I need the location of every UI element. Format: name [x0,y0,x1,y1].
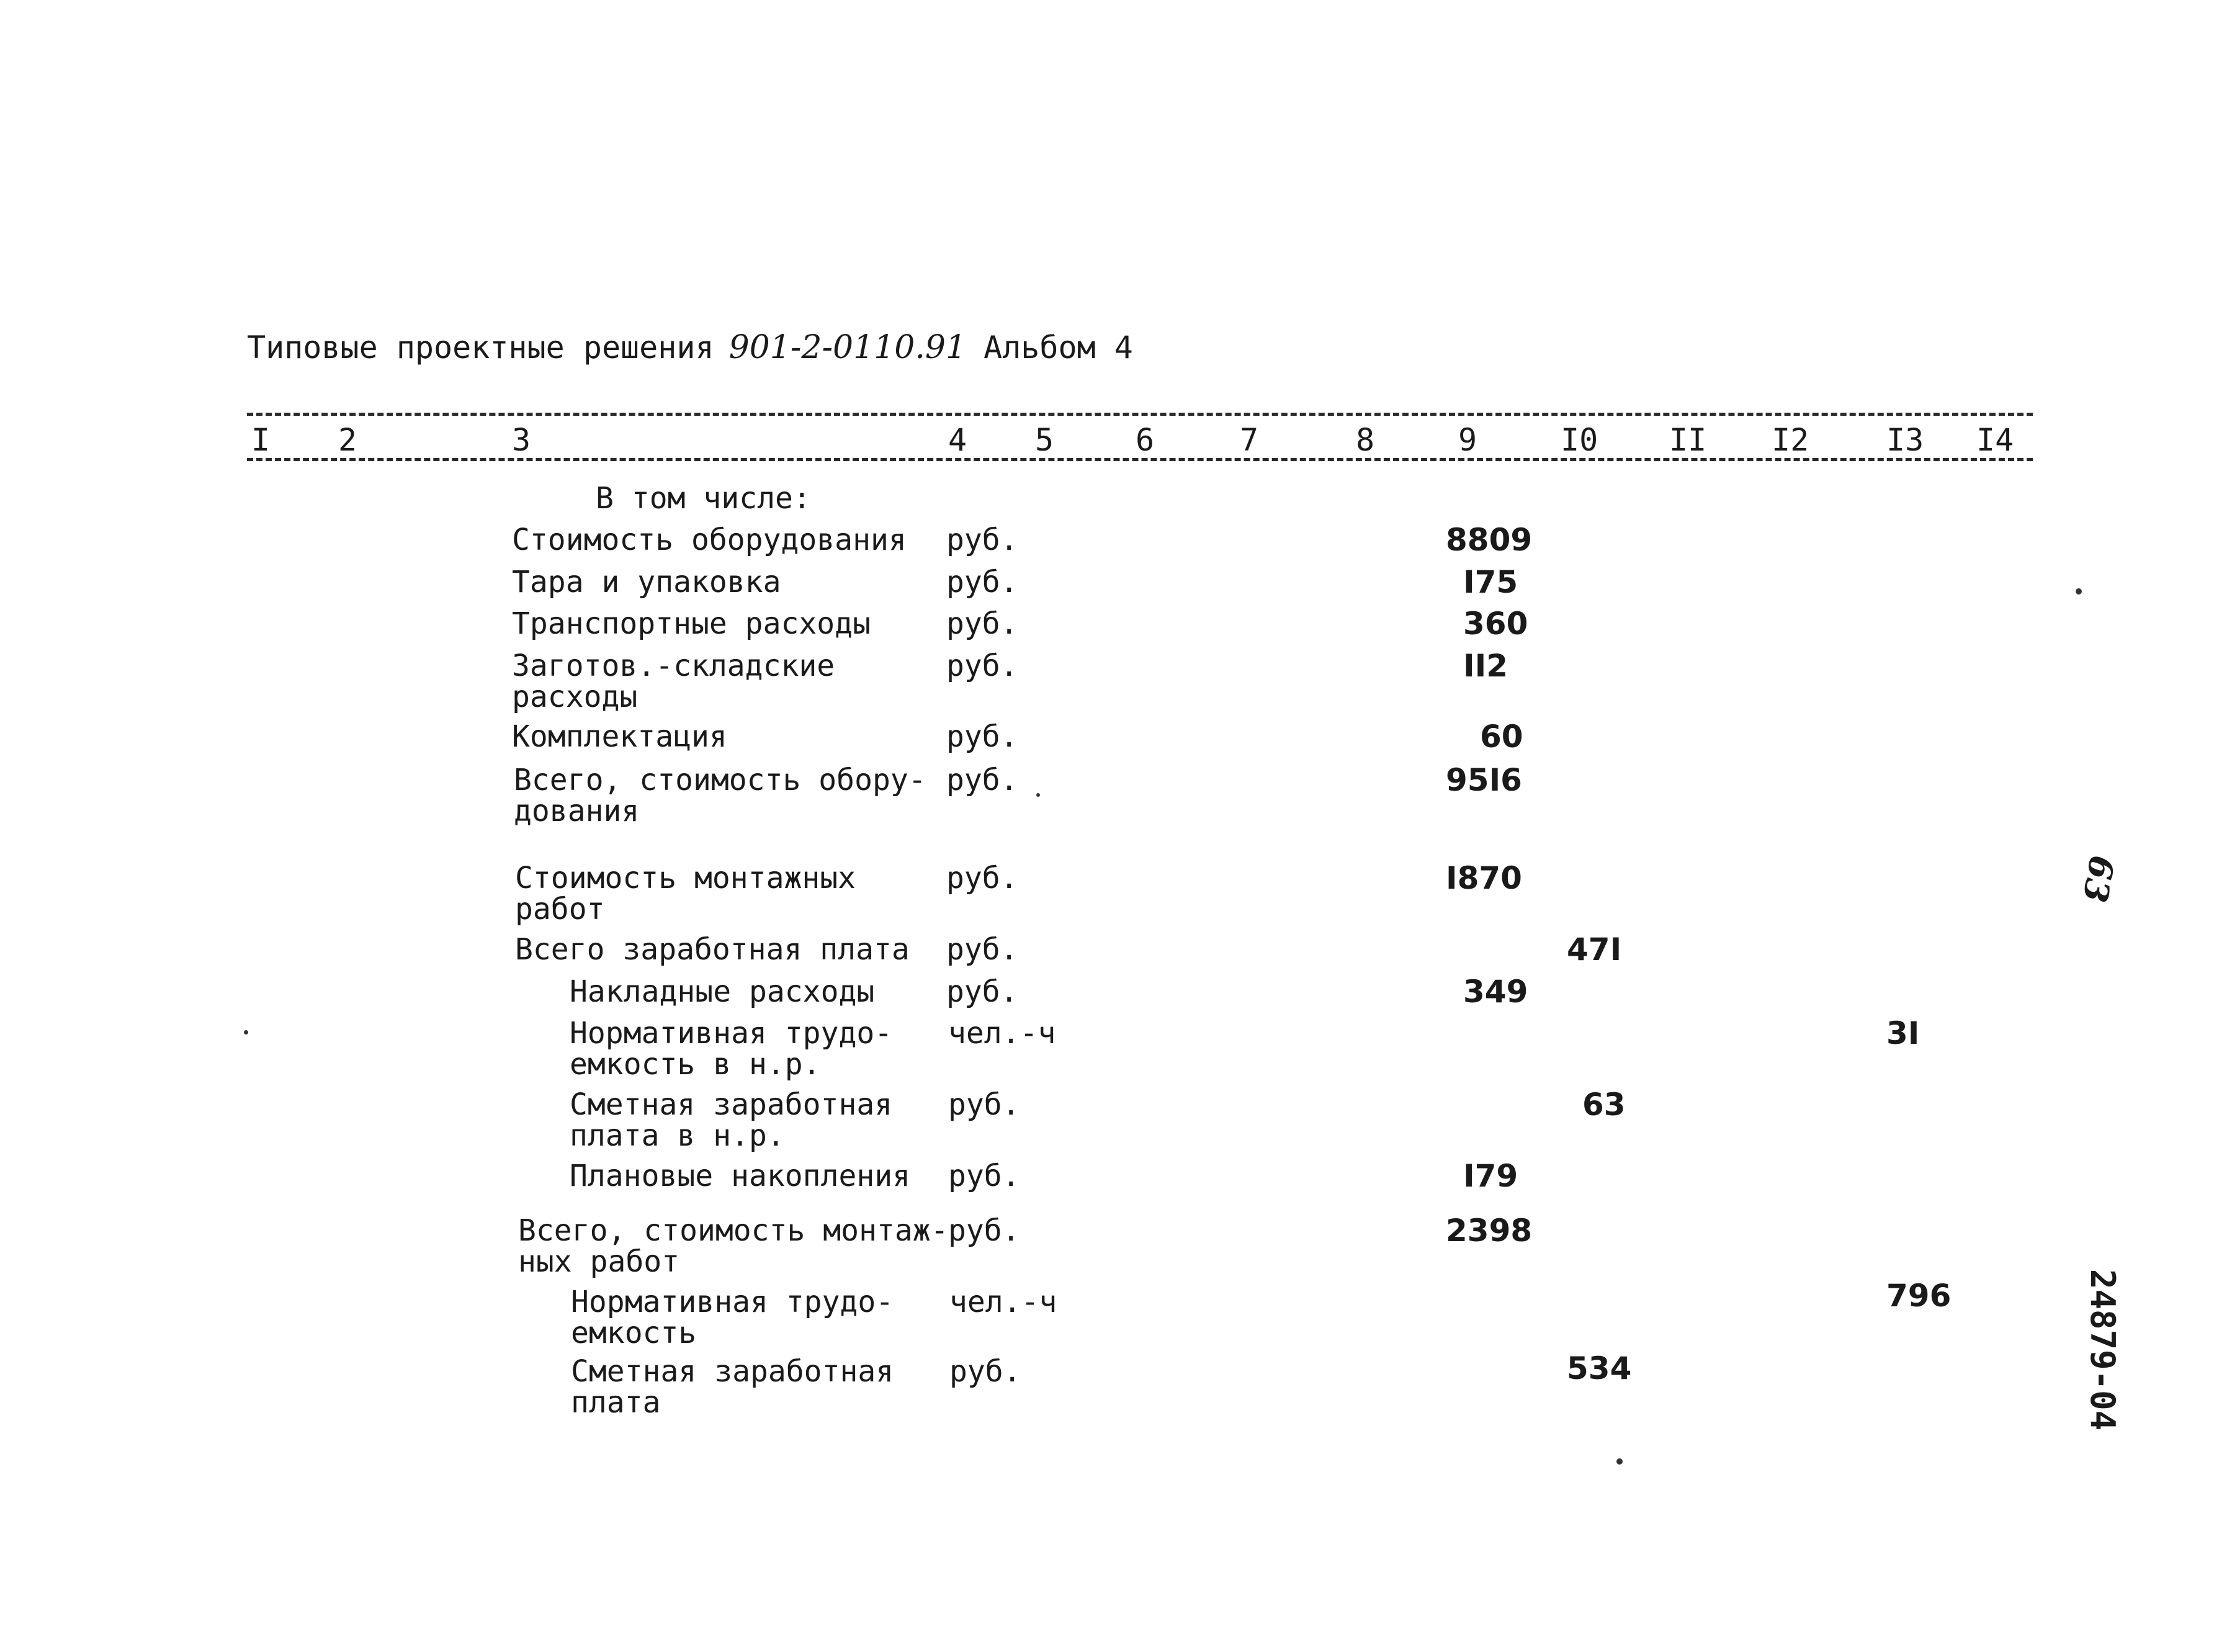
row-label: Накладные расходы [570,974,875,1009]
row-label: Нормативная трудо- емкость [571,1285,894,1350]
row-value-col9: 8809 [1446,522,1533,558]
row-label: Заготов.-складские расходы [512,649,835,714]
row-label: Всего, стоимость обору- дования [514,763,926,828]
row-unit: руб. [946,649,1018,683]
row-unit: руб. [946,606,1018,641]
column-number: I4 [1976,422,2014,458]
column-number: 8 [1356,422,1375,458]
scan-speck [244,1030,248,1035]
column-number: 2 [338,422,357,458]
row-value-col10: 534 [1567,1350,1632,1386]
row-value-col9: I870 [1446,860,1522,896]
row-label: Плановые накопления [570,1159,911,1193]
row-value-col9: 2398 [1446,1213,1533,1249]
side-page-mark: 63 [2074,852,2122,906]
row-label: Всего заработная плата [515,932,910,967]
row-value-col9: 95I6 [1446,762,1522,798]
column-number: I0 [1561,422,1598,458]
table-top-rule [247,413,2033,416]
row-label: Нормативная трудо- емкость в н.р. [570,1016,893,1082]
row-unit: руб. [948,1087,1020,1122]
row-label: Тара и упаковка [512,565,781,599]
column-number: 6 [1136,422,1155,458]
row-unit: чел.-ч [949,1285,1057,1319]
row-value-col9: I75 [1463,564,1518,600]
column-number: 5 [1035,422,1054,458]
column-number: I2 [1772,422,1809,458]
row-unit: руб. [948,1213,1020,1248]
column-number: II [1669,422,1707,458]
row-unit: руб. [946,763,1018,797]
scan-speck [1616,1458,1623,1465]
header-prefix: Типовые проектные решения [247,330,714,366]
row-unit: руб. [946,932,1018,967]
row-label: Транспортные расходы [512,606,871,641]
side-stamp: 24879-04 [2083,1269,2122,1431]
row-value-col10: 47I [1567,931,1622,967]
column-number: 3 [512,422,531,458]
row-unit: руб. [946,565,1018,599]
row-unit: руб. [946,974,1018,1009]
column-number: 4 [948,422,967,458]
column-number: 9 [1458,422,1477,458]
header-album: Альбом 4 [984,330,1133,366]
row-value-col9: 349 [1463,974,1528,1010]
row-unit: руб. [946,523,1018,557]
row-label: Сметная заработная плата в н.р. [570,1087,893,1153]
header-project-number: 901-2-0110.91 [728,329,967,366]
row-value-col9: II2 [1463,648,1508,684]
row-value-col10: 63 [1582,1087,1626,1123]
row-value-col9: 60 [1480,719,1523,755]
document-header [247,329,1133,366]
row-label: Комплектация [512,719,727,754]
row-label: Всего, стоимость монтаж- ных работ [518,1213,949,1279]
row-unit: чел.-ч [948,1016,1056,1051]
row-unit: руб. [949,1354,1021,1389]
row-label: В том числе: [596,481,811,516]
row-value-col13: 796 [1886,1278,1952,1314]
row-label: Сметная заработная плата [571,1354,894,1420]
row-value-col9: 360 [1463,606,1528,642]
scan-speck [2076,588,2082,595]
row-value-col13: 3I [1886,1015,1920,1051]
row-unit: руб. [946,861,1018,896]
column-number: I3 [1886,422,1924,458]
column-number: 7 [1240,422,1259,458]
row-label: Стоимость монтажных работ [515,861,856,927]
row-unit: руб. [946,719,1018,754]
row-unit: руб. [948,1159,1020,1193]
row-value-col9: I79 [1463,1158,1518,1194]
column-number: I [251,422,271,458]
table-header-rule [247,458,2033,461]
row-label: Стоимость оборудования [512,523,907,557]
scan-speck [1036,793,1040,797]
